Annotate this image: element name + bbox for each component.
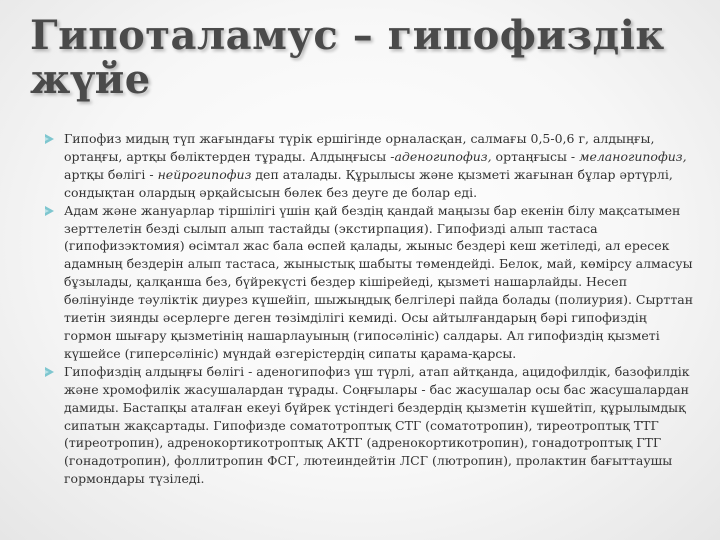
bullet-1-term-adenohypophysis: аденогипофиз, <box>394 148 492 164</box>
bullet-arrow-icon <box>45 206 54 216</box>
bullet-3-text: Гипофиздің алдыңғы бөлігі - аденогипофиз үш түрлі, атап айтқанда, ацидофилдік, базофилдік және хромофилік жасушалардан тұрады. Соңғылары - бас жасушалар осы бас жасушалардан дамиды. Бастапқы аталған екеуі бүйрек үстіндегі бездердің қызметін күшейтіп, құрылымдық сипатын жақсартады. Гипофизде соматотроптық СТГ (соматотропин), тиреотроптық ТТГ (тиреотропин), адренокортикотроптық АКТГ (адренокортикотропин), гонадотроптық ГТГ (гонадотропин), фоллитропин ФСГ, лютеиндейтін ЛСГ (лютропин), пролактин бағыттаушы гормондары түзіледі. <box>64 363 690 487</box>
bullet-1-text-d: деп аталады. Құрылысы және қызметі жағынан бұлар әртүрлі, сондықтан олардың әрқайсысын бөлек без деуге де болар еді. <box>64 166 673 200</box>
bullet-1-text-c: артқы бөлігі - <box>64 166 158 182</box>
bullet-list <box>45 130 697 488</box>
bullet-item-3 <box>45 363 697 488</box>
bullet-2-text: Адам және жануарлар тіршілігі үшін қай бездің қандай маңызы бар екенін білу мақсатымен зерттелетін безді сылып алып тастайды (экстирпация). Гипофизді алып тастаса (гипофизэктомия) өсімтал жас бала өспей қалады, жыныс бездері кеш жетіледі, ал ересек адамның бездерін алып тастаса, жыныстық шабыты төмендейді. Белок, май, көмірсу алмасуы бұзылады, қалқанша без, бүйрекүсті бездер кішірейеді, қызметі нашарлайды. Несеп бөлінуінде тәуліктік диурез күшейіп, шыжыңдық белгілері пайда болады (полиурия). Сырттан тиетін зиянды әсерлерге деген төзімділігі кемиді. Осы айтылғандарың бәрі гипофиздің гормон шығару қызметінің нашарлауының (гипосәлініс) салдары. Ал гипофиздің қызметі күшейсе (гиперсәлініс) мүндай өзгерістердің сипаты қарама-қарсы. <box>64 202 694 361</box>
title-line-2: жүйе <box>30 56 151 103</box>
title-line-1: Гипоталамус – гипофиздік <box>30 12 665 59</box>
bullet-1-text-b: ортаңғысы - <box>491 148 580 164</box>
bullet-1-term-melanohypophysis: меланогипофиз, <box>579 148 687 164</box>
bullet-1-text-a: Гипофиз мидың түп жағындағы түрік ершігінде орналасқан, салмағы 0,5-0,6 г, алдыңғы, ортаңғы, артқы бөліктерден тұрады. Алдыңғысы - <box>64 131 655 164</box>
bullet-item-2 <box>45 202 697 363</box>
slide-title <box>30 14 690 102</box>
bullet-item-1 <box>45 130 697 202</box>
bullet-1-term-neurohypophysis: нейрогипофиз <box>157 166 252 182</box>
bullet-arrow-icon <box>45 367 54 377</box>
bullet-arrow-icon <box>45 134 54 144</box>
